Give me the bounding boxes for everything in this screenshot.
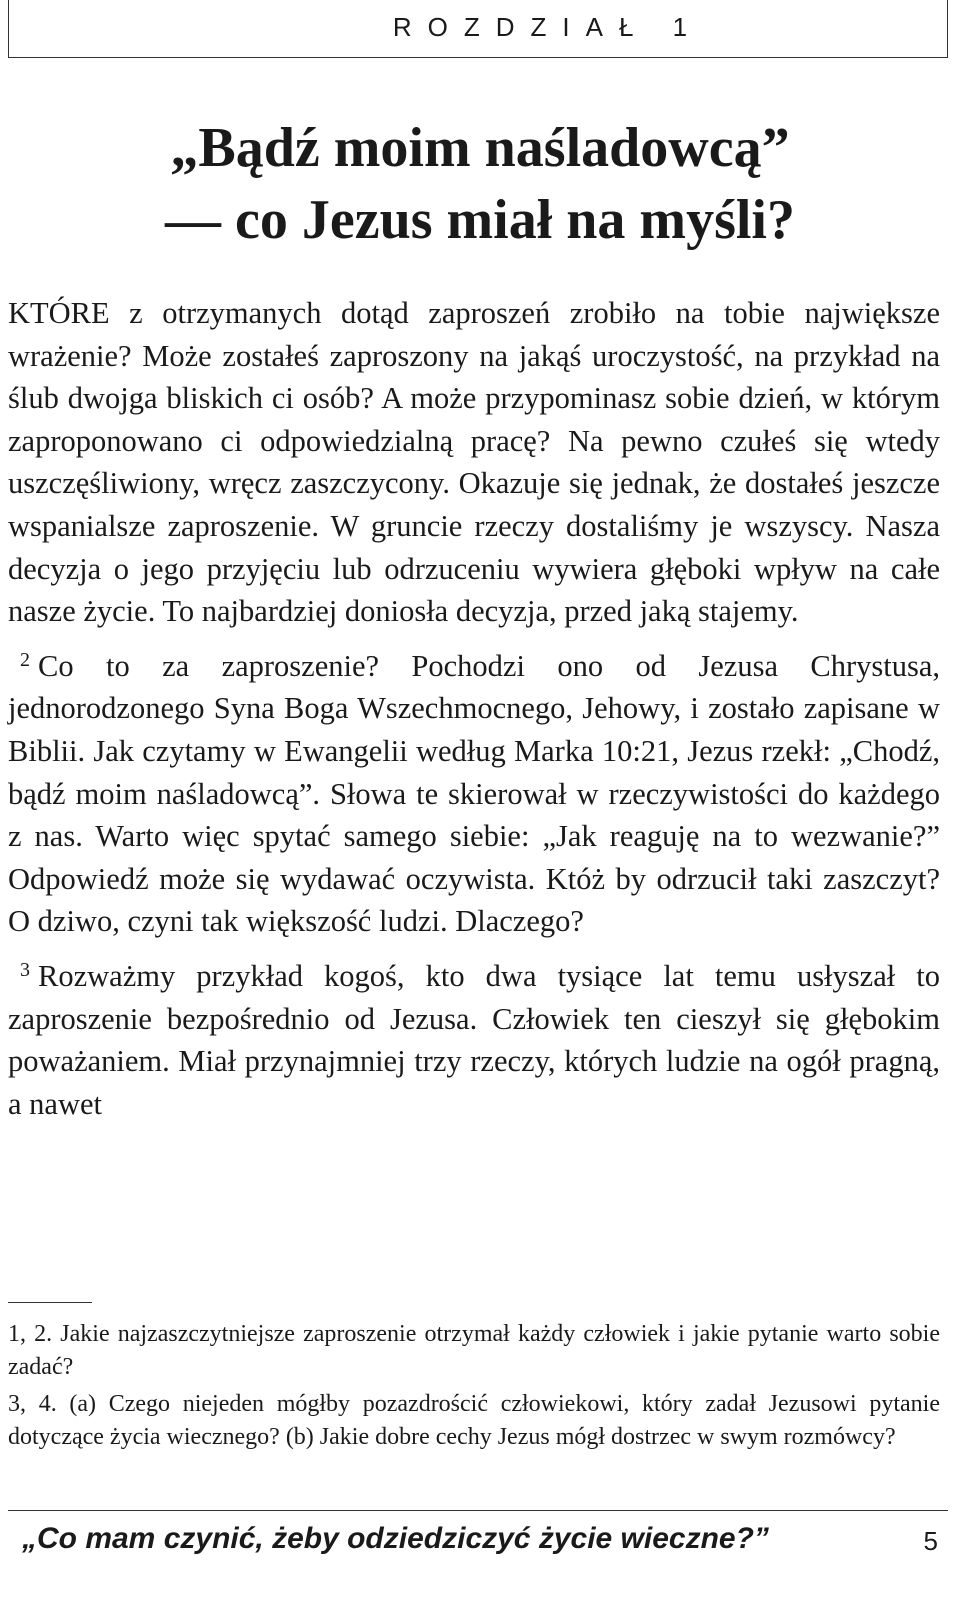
chapter-title [0,112,960,256]
paragraph-number: 2 [20,648,30,671]
study-question-3-4: 3, 4. (a) Czego niejeden mógłby pozazdrościć człowiekowi, który zadał Jezusowi pytanie dotyczące życia wiecznego? (b) Jakie dobre cechy Jezus mógł dostrzec w swym rozmówcy? [8,1391,940,1450]
paragraph-3 [8,949,940,1125]
paragraph-number: 3 [20,958,30,981]
page-number: 5 [923,1526,938,1556]
paragraph-text: Rozważmy przykład kogoś, kto dwa tysiące lat temu usłyszał to zaproszenie bezpośrednio od Jezusa. Człowiek ten cieszył się głębokim poważaniem. Miał przynajmniej trzy rzeczy, których ludzie na ogół pragną, a nawet [8,958,940,1121]
study-questions [8,1318,940,1454]
footer-divider [8,1510,948,1511]
study-question-1-2: 1, 2. Jakie najzaszczytniejsze zaproszenie otrzymał każdy człowiek i jakie pytanie warto sobie zadać? [8,1321,940,1380]
paragraph-text: Co to za zaproszenie? Pochodzi ono od Jezusa Chrystusa, jednorodzonego Syna Boga Wszechmocnego, Jehowy, i zostało zapisane w Biblii. Jak czytamy w Ewangelii według Marka 10:21, Jezus rzekł: „Chodź, bądź moim naśladowcą”. Słowa te skierował w rzeczywistości do każdego z nas. Warto więc spytać samego siebie: „Jak reaguję na to wezwanie?” Odpowiedź może się wydawać oczywista. Któż by odrzucił taki zaszczyt? O dziwo, czyni tak większość ludzi. Dlaczego? [8,648,940,939]
chapter-title-line-2: — co Jezus miał na myśli? [165,189,795,251]
paragraph-1 [8,292,940,633]
paragraph-2 [8,639,940,943]
body-text [8,292,940,1125]
running-title: „Co mam czynić, żeby odziedziczyć życie wieczne?” [22,1522,769,1555]
footnote-divider [8,1302,92,1303]
chapter-label: ROZDZIAŁ 1 [392,12,704,42]
chapter-title-line-1: „Bądź moim naśladowcą” [170,117,790,179]
paragraph-text: KTÓRE z otrzymanych dotąd zaproszeń zrobiło na tobie największe wrażenie? Może zostałeś zaproszony na jakąś uroczystość, na przykład na ślub dwojga bliskich ci osób? A może przypominasz sobie dzień, w którym zaproponowano ci odpowiedzialną pracę? Na pewno czułeś się wtedy uszczęśliwiony, wręcz zaszczycony. Okazuje się jednak, że dostałeś jeszcze wspanialsze zaproszenie. W gruncie rzeczy dostaliśmy je wszyscy. Nasza decyzja o jego przyjęciu lub odrzuceniu wywiera głęboki wpływ na całe nasze życie. To najbardziej doniosła decyzja, przed jaką stajemy. [8,296,940,629]
chapter-header-box [8,0,948,58]
